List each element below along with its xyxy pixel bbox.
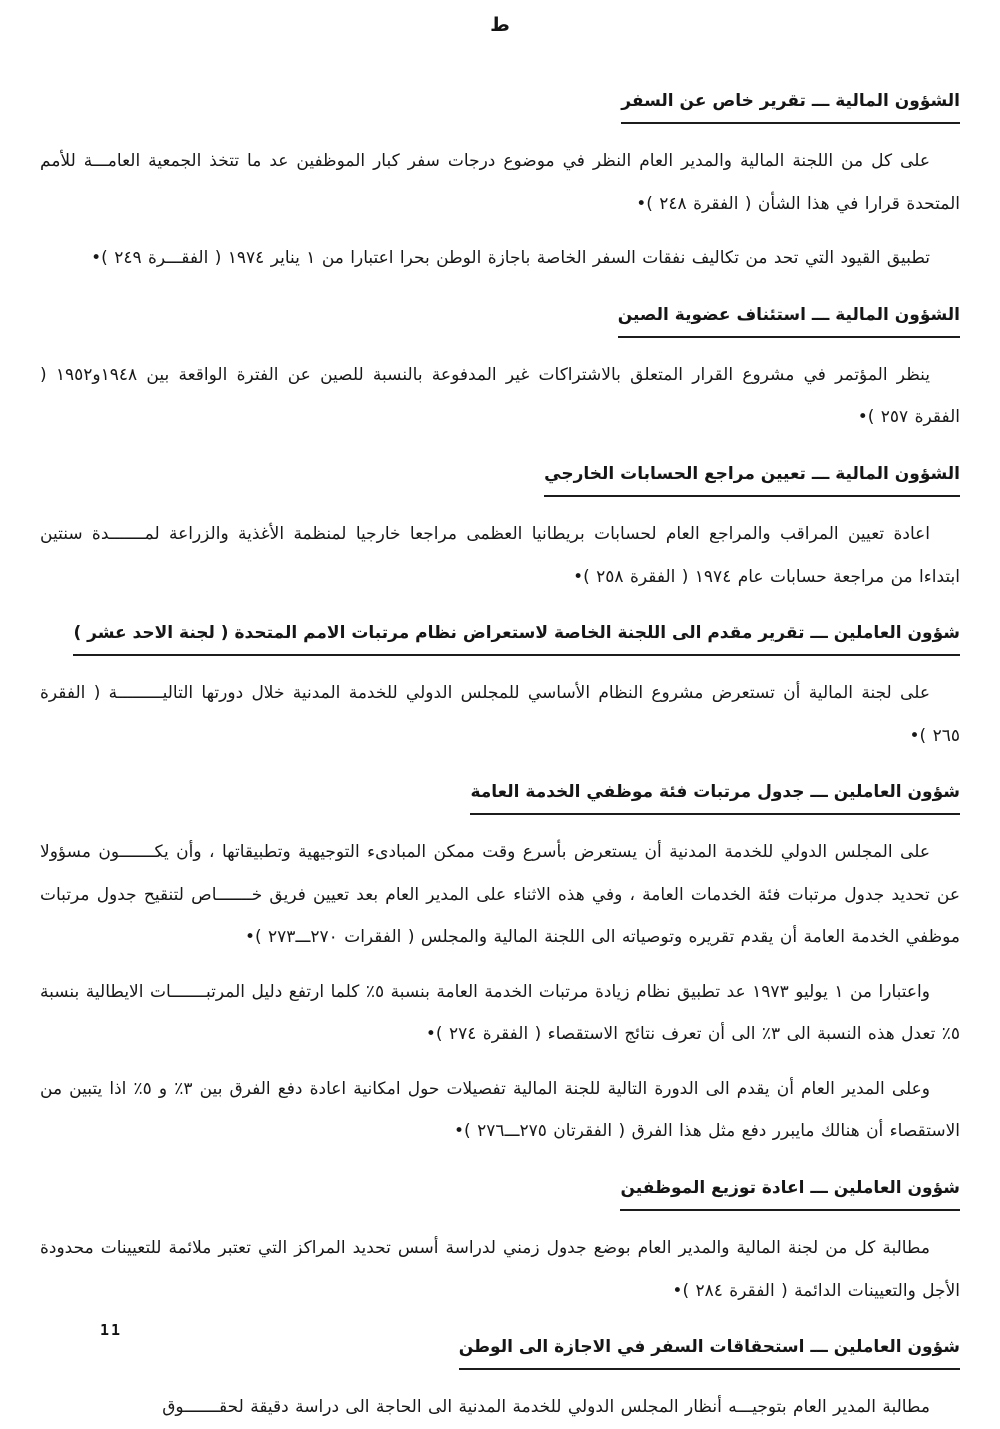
page-header-letter: ط [490,14,510,36]
section-heading-text: شؤون العاملين ـــ جدول مرتبات فئة موظفي الخدمة العامة [470,779,960,815]
section-heading [40,302,960,338]
section-heading [40,1334,960,1370]
section-salary-review-committee [40,620,960,757]
section-heading-text: شؤون العاملين ـــ اعادة توزيع الموظفين [620,1175,960,1211]
section-general-service-salary-scale [40,779,960,1153]
section-china-membership [40,302,960,439]
section-heading [40,88,960,124]
section-home-leave-travel-entitlements [40,1334,960,1429]
section-financial-travel-report [40,88,960,280]
section-heading-text: شؤون العاملين ـــ تقرير مقدم الى اللجنة الخاصة لاستعراض نظام مرتبات الامم المتحدة ( لجنة الاحد عشر ) [73,620,960,656]
section-heading [40,620,960,656]
section-external-auditor [40,461,960,598]
section-heading-text: الشؤون المالية ـــ تعيين مراجع الحسابات الخارجي [544,461,960,497]
section-heading [40,461,960,497]
section-heading-text: الشؤون المالية ـــ استئناف عضوية الصين [618,302,960,338]
paragraph: مطالبة المدير العام بتوجيـــه أنظار المجلس الدولي للخدمة المدنية الى الحاجة الى دراسة دقيقة لحقـــــــوق [162,1397,930,1418]
paragraph: ينظر المؤتمر في مشروع القرار المتعلق بالاشتراكات غير المدفوعة بالنسبة للصين عن الفترة الواقعة بين ١٩٤٨و١٩٥٢ ( الفقرة ٢٥٧ )• [40,364,960,428]
section-staff-redistribution [40,1175,960,1312]
paragraph: واعتبارا من ١ يوليو ١٩٧٣ عد تطبيق نظام زيادة مرتبات الخدمة العامة بنسبة ٥٪ كلما ارتفع دليل المرتبـــــــات الايطالية بنسبة ٥٪ تعدل هذه النسبة الى ٣٪ الى أن تعرف نتائج الاستقصاء ( الفقرة ٢٧٤ )• [40,981,960,1045]
page-number: 11 [100,1321,123,1339]
paragraph: على كل من اللجنة المالية والمدير العام النظر في موضوع درجات سفر كبار الموظفين عد ما تتخذ الجمعية العامـــة للأمم المتحدة قرارا في هذا الشأن ( الفقرة ٢٤٨ )• [40,151,960,214]
section-heading [40,779,960,815]
section-heading [40,1175,960,1211]
paragraph: تطبيق القيود التي تحد من تكاليف نفقات السفر الخاصة باجازة الوطن بحرا اعتبارا من ١ يناير ١٩٧٤ ( الفقـــرة ٢٤٩ )• [91,248,930,269]
paragraph: وعلى المدير العام أن يقدم الى الدورة التالية للجنة المالية تفصيلات حول امكانية اعادة دفع الفرق بين ٣٪ و ٥٪ اذا يتبين من الاستقصاء أن هنالك مايبرر دفع مثل هذا الفرق ( الفقرتان ٢٧٥ـــ٢٧٦ )• [40,1078,960,1142]
section-heading-text: شؤون العاملين ـــ استحقاقات السفر في الاجازة الى الوطن [459,1334,960,1370]
paragraph: اعادة تعيين المراقب والمراجع العام لحسابات بريطانيا العظمى مراجعا خارجيا لمنظمة الأغذية والزراعة لمـــــــدة سنتين ابتداءا من مراجعة حسابات عام ١٩٧٤ ( الفقرة ٢٥٨ )• [40,524,960,587]
paragraph: على المجلس الدولي للخدمة المدنية أن يستعرض بأسرع وقت ممكن المبادىء التوجيهية وتطبيقاتها ، وأن يكـــــــون مسؤولا عن تحديد جدول مرتبات فئة الخدمات العامة ، وفي هذه الاثناء على المدير العام بعد تعيين فريق خـــــــاص لتنقيح جدول مرتبات موظفي الخدمة العامة أن يقدم تقريره وتوصياته الى اللجنة المالية والمجلس ( الفقرات ٢٧٠ـــ٢٧٣ )• [40,842,960,948]
paragraph: على لجنة المالية أن تستعرض مشروع النظام الأساسي للمجلس الدولي للخدمة المدنية خلال دورتها التاليـــــــــة ( الفقرة ٢٦٥ )• [40,683,960,746]
paragraph: مطالبة كل من لجنة المالية والمدير العام بوضع جدول زمني لدراسة أسس تحديد المراكز التي تعتبر ملائمة للتعيينات محدودة الأجل والتعيينات الدائمة ( الفقرة ٢٨٤ )• [40,1238,960,1301]
section-heading-text: الشؤون المالية ـــ تقرير خاص عن السفر [621,88,960,124]
